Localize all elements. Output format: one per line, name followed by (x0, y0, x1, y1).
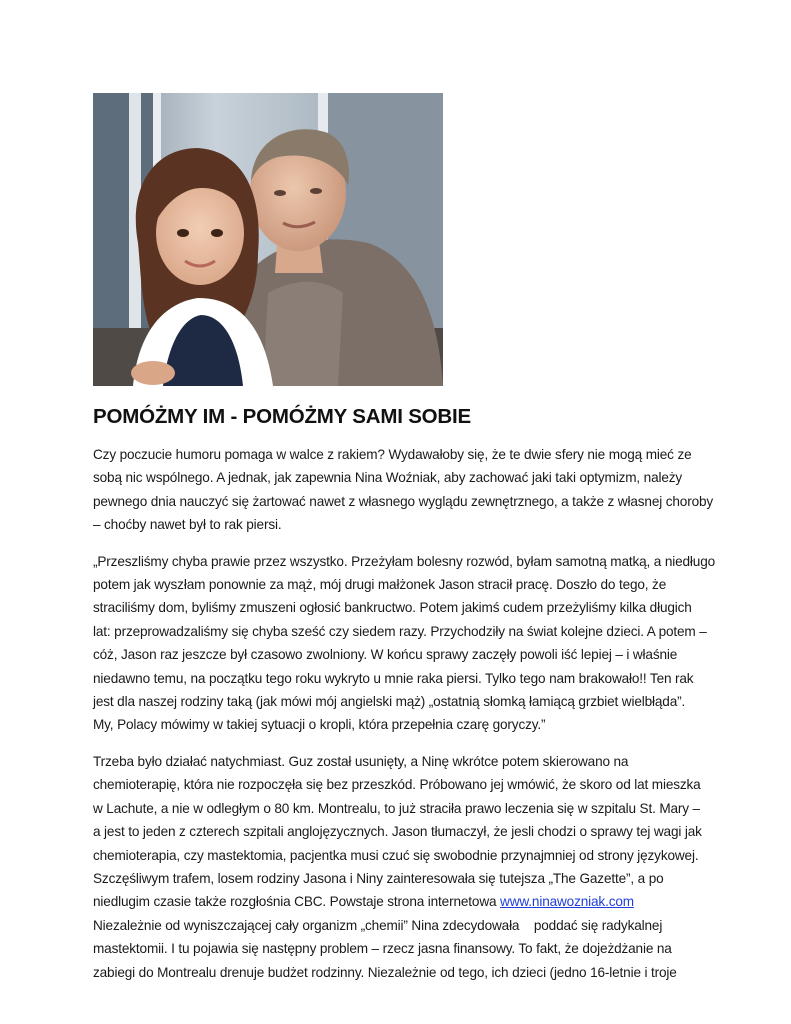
text-line: a jest to jeden z czterech szpitali anglojęzycznych. Jason tłumaczył, że jesli chodzi o sprawy tej wagi jak (93, 824, 702, 840)
paragraph-3 (93, 750, 713, 984)
text-line: lat: przeprowadzaliśmy się chyba sześć czy siedem razy. Przychodziły na świat kolejne dzieci. A potem – (93, 623, 707, 639)
text-line: w Lachute, a nie w odległym o 80 km. Montrealu, to już straciła prawo leczenia się w szpitalu St. Mary – (93, 800, 700, 816)
text-line: cóż, Jason raz jeszcze był czasowo zwolniony. W końcu sprawy zaczęły powoli iść lepiej – i właśnie (93, 647, 678, 663)
text-line: Trzeba było działać natychmiast. Guz został usunięty, a Ninę wkrótce potem skierowano na (93, 753, 629, 769)
text-line: niedlugim czasie także rozgłośnia CBC. Powstaje strona internetowa (93, 894, 501, 910)
text-line: straciliśmy dom, byliśmy zmuszeni ogłosić bankructwo. Potem jakimś cudem przeżyliśmy kilka długich (93, 600, 692, 616)
paragraph-2 (93, 550, 716, 737)
article-body (93, 443, 716, 997)
text-line: – choćby nawet był to rak piersi. (93, 517, 282, 533)
text-line: chemioterapię, która nie rozpoczęła się bez przeszkód. Próbowano jej wmówić, że skoro od lat mieszka (93, 777, 701, 793)
text-line: My, Polacy mówimy w takiej sytuacji o kropli, która przepełnia czarę goryczy.” (93, 717, 546, 733)
text-line: pewnego dnia nauczyć się żartować nawet z własnego wyglądu zewnętrznego, a także z własnej choroby (93, 493, 714, 509)
text-line: potem jak wyszłam ponownie za mąż, mój drugi małżonek Jason stracił pracę. Doszło do tego, że (93, 577, 667, 593)
text-line: chemioterapia, czy mastektomia, pacjentka musi czuć się swobodnie przynajmniej od strony językowej. (93, 847, 699, 863)
text-line: zabiegi do Montrealu drenuje budżet rodzinny. Niezależnie od tego, ich dzieci (jedno 16-letnie i troje (93, 964, 677, 980)
text-line: Szczęśliwym trafem, losem rodziny Jasona i Niny zainteresowała się tutejsza „The Gazette”, a po (93, 870, 664, 886)
text-line: mastektomii. I tu pojawia się następny problem – rzecz jasna finansowy. To fakt, że dojeżdżanie na (93, 941, 672, 957)
text-line-with-link (93, 890, 713, 913)
text-line: niedawno temu, na początku tego roku wykryto u mnie raka piersi. Tylko tego nam brakowało!! Ten rak (93, 670, 694, 686)
text-line: Czy poczucie humoru pomaga w walce z rakiem? Wydawałoby się, że te dwie sfery nie mogą mieć ze (93, 447, 692, 462)
text-line: „Przeszliśmy chyba prawie przez wszystko. Przeżyłam bolesny rozwód, byłam samotną matką, a niedługo (93, 553, 716, 569)
article-title: POMÓŻMY IM - POMÓŻMY SAMI SOBIE (93, 405, 472, 428)
website-link[interactable]: www.ninawozniak.com (500, 894, 634, 910)
portrait-photo (93, 93, 443, 386)
text-line: Niezależnie od wyniszczającej cały organizm „chemii” Nina zdecydowała poddać się radykalnej (93, 917, 663, 933)
text-line: jest dla naszej rodziny taką (jak mówi mój angielski mąż) „ostatnią słomką łamiącą grzbiet wielbłąda”. (93, 694, 686, 710)
text-line: sobą nic wspólnego. A jednak, jak zapewnia Nina Woźniak, aby zachować jaki taki optymizm, należy (93, 470, 683, 486)
paragraph-1 (93, 443, 713, 537)
photo-illustration (93, 93, 443, 386)
